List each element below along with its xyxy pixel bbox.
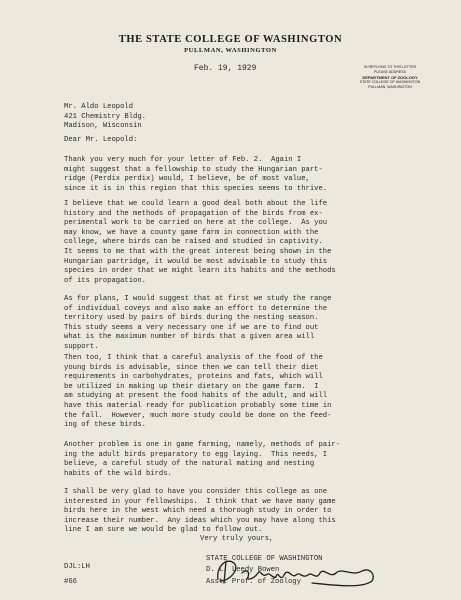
paragraph-4: Then too, I think that a careful analysis of the food of the young birds is advisable, since then we can tell their diet requirements in carbohydrates, proteins and fats, which will be utilized in making up their dietary on the game farm. I am studying at present the food habits of the adult, and will have this material ready for publication probably some time in the fall. However, much more study could be done on the feed- ing of these birds. xyxy=(64,354,332,430)
reply-line-1: IN REPLYING TO THIS LETTER xyxy=(363,65,417,69)
recipient-name: Mr. Aldo Leopold xyxy=(64,103,134,111)
reply-line-5: PULLMAN, WASHINGTON xyxy=(368,85,412,89)
paragraph-6: I shall be very glad to have you consider this college as one interested in your fellowships. I think that we have many game birds here in the west which need a thorough study in order to increase their number. Any ideas which you may have along this line I am sure we would be glad to follow out. xyxy=(64,488,336,535)
recipient-city: Madison, Wisconsin xyxy=(64,122,142,130)
reply-line-3: DEPARTMENT OF ZOOLOGY xyxy=(362,75,418,80)
reply-line-4: STATE COLLEGE OF WASHINGTON xyxy=(359,80,421,84)
letter-date: Feb. 19, 1929 xyxy=(194,64,257,73)
signature-institution: STATE COLLEGE OF WASHINGTON xyxy=(206,555,323,563)
paragraph-5: Another problem is one in game farming, namely, methods of pair- ing the adult birds preparatory to egg laying. This needs, I believe, a careful study of the natural mating and nesting habits of the wild birds. xyxy=(64,441,341,478)
signature-title: Asst. Prof. of Zoology xyxy=(206,578,301,586)
recipient-address xyxy=(64,103,146,132)
paragraph-3: As for plans, I would suggest that at first we study the range of individual coveys and also make an effort to determine the territory used by pairs of birds during the nesting season. This study seems a very necessary one if we are to find out what is the maximum number of birds that a given area will support. xyxy=(64,295,332,351)
handwritten-signature xyxy=(212,549,382,591)
closing: Very truly yours, xyxy=(200,535,274,543)
reply-instructions xyxy=(335,65,445,90)
salutation: Dear Mr. Leopold: xyxy=(64,136,138,144)
reply-line-2: PLEASE ADDRESS xyxy=(373,70,407,74)
paragraph-1: Thank you very much for your letter of Feb. 2. Again I might suggest that a fellowship to study the Hungarian part- ridge (Perdix perdix) would, I believe, be of most value, since it is in this region that this species seems to thrive. xyxy=(64,156,328,193)
recipient-street: 421 Chemistry Bldg. xyxy=(64,112,146,121)
reference-initials: DJL:LH xyxy=(64,563,90,571)
paragraph-2: I believe that we could learn a good deal both about the life history and the methods of propagation of the birds from ex- perimental work to be carried on here at the college. As you may know, we have a county game farm in connection with the college, where birds can be raised and studied in captivity. It seems to me that with the great interest being shown in the Hungarian partridge, it would be most advisable to study this species in order that we might learn its habits and the methods of its propagation. xyxy=(64,200,336,285)
letterhead-title: THE STATE COLLEGE OF WASHINGTON xyxy=(118,34,343,45)
letterhead-location: PULLMAN, WASHINGTON xyxy=(184,47,277,54)
reference-number: #66 xyxy=(64,578,77,586)
signature-name: D. L. Leedy Bowen xyxy=(206,566,280,574)
